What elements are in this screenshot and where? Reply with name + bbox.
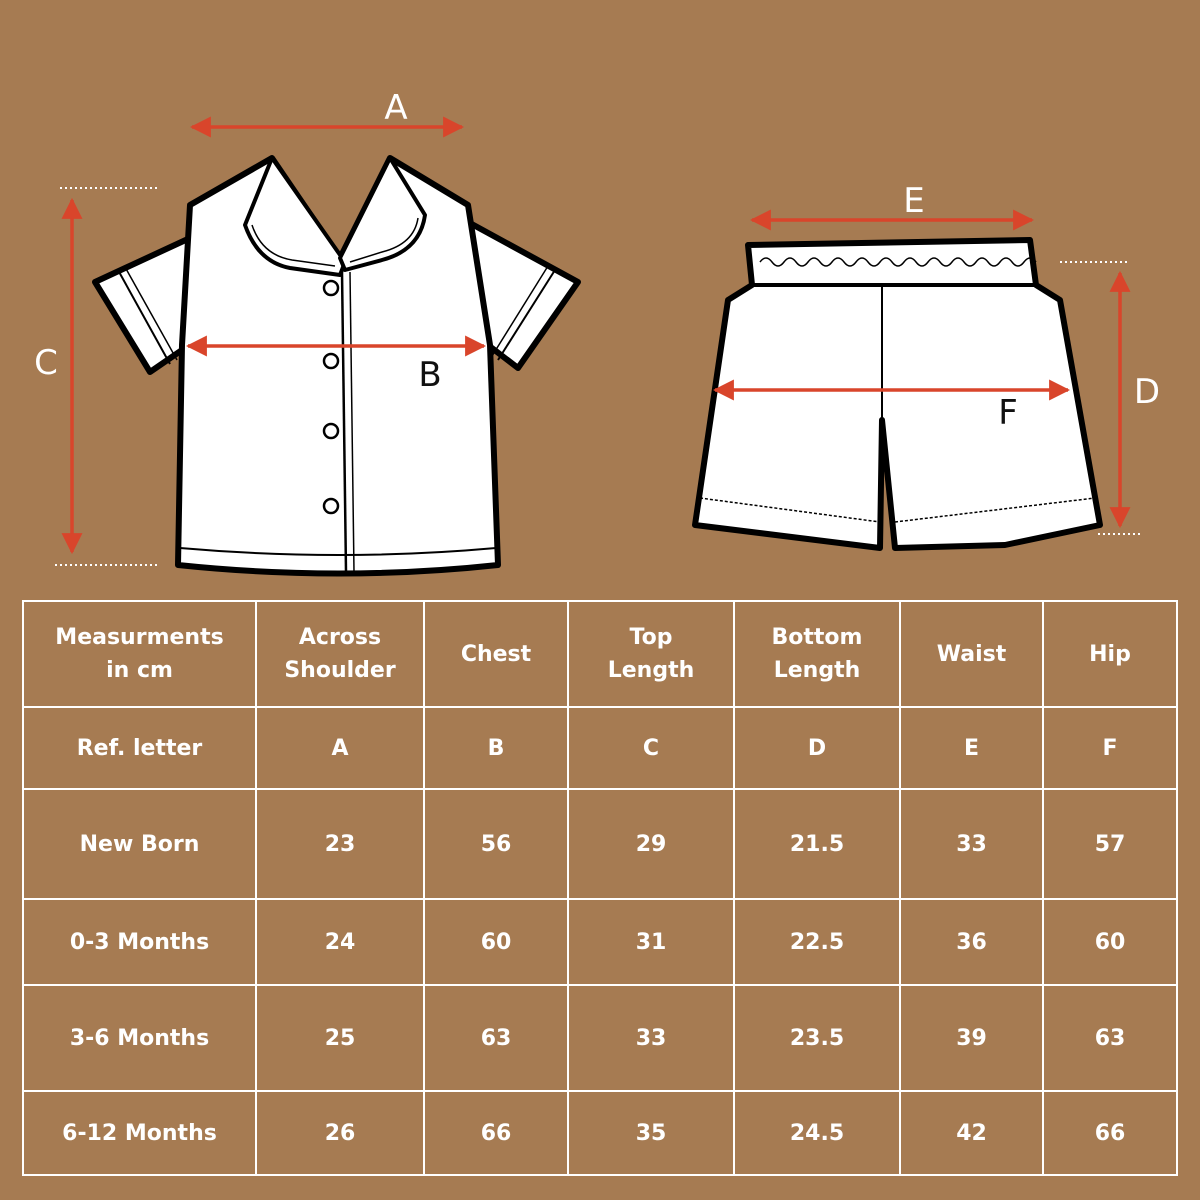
table-cell: D (734, 707, 900, 789)
dimension-f-label: F (998, 393, 1018, 433)
table-row (23, 1091, 1177, 1175)
table-cell: 60 (1043, 899, 1177, 985)
table-cell: 39 (900, 985, 1043, 1091)
table-cell: 63 (424, 985, 568, 1091)
dimension-c-label: C (34, 343, 58, 383)
shorts-illustration (695, 240, 1100, 548)
table-cell: 22.5 (734, 899, 900, 985)
table-cell: 31 (568, 899, 734, 985)
shirt-illustration (95, 158, 578, 574)
table-header-row (23, 601, 1177, 707)
row-label-cell: Ref. letter (23, 707, 256, 789)
table-cell: C (568, 707, 734, 789)
row-label-cell: 0-3 Months (23, 899, 256, 985)
header-cell-bottom-length: Bottom Length (734, 601, 900, 707)
header-cell-measurements: Measurments in cm (23, 601, 256, 707)
table-cell: 21.5 (734, 789, 900, 899)
row-label-cell: 3-6 Months (23, 985, 256, 1091)
table-row (23, 707, 1177, 789)
table-cell: 24 (256, 899, 424, 985)
table-row (23, 985, 1177, 1091)
header-cell-top-length: Top Length (568, 601, 734, 707)
table-cell: 66 (1043, 1091, 1177, 1175)
header-cell-hip: Hip (1043, 601, 1177, 707)
header-cell-waist: Waist (900, 601, 1043, 707)
table-cell: 23.5 (734, 985, 900, 1091)
table-cell: 33 (568, 985, 734, 1091)
header-cell-across-shoulder: Across Shoulder (256, 601, 424, 707)
table-cell: B (424, 707, 568, 789)
dimension-e-label: E (903, 181, 925, 221)
row-label-cell: 6-12 Months (23, 1091, 256, 1175)
table-cell: 57 (1043, 789, 1177, 899)
table-cell: 29 (568, 789, 734, 899)
table-cell: 42 (900, 1091, 1043, 1175)
table-cell: 66 (424, 1091, 568, 1175)
size-chart-table (22, 600, 1178, 1176)
table-cell: F (1043, 707, 1177, 789)
table-cell: 35 (568, 1091, 734, 1175)
table-row (23, 789, 1177, 899)
table-cell: 56 (424, 789, 568, 899)
table-cell: 25 (256, 985, 424, 1091)
table-cell: E (900, 707, 1043, 789)
table-cell: 63 (1043, 985, 1177, 1091)
dimension-d-label: D (1133, 372, 1161, 412)
dimension-b-label: B (418, 355, 442, 395)
dimension-a-label: A (384, 88, 408, 128)
header-cell-chest: Chest (424, 601, 568, 707)
table-cell: 23 (256, 789, 424, 899)
table-cell: 36 (900, 899, 1043, 985)
table-row (23, 899, 1177, 985)
table-cell: A (256, 707, 424, 789)
table-cell: 26 (256, 1091, 424, 1175)
row-label-cell: New Born (23, 789, 256, 899)
table-cell: 33 (900, 789, 1043, 899)
table-cell: 24.5 (734, 1091, 900, 1175)
table-cell: 60 (424, 899, 568, 985)
